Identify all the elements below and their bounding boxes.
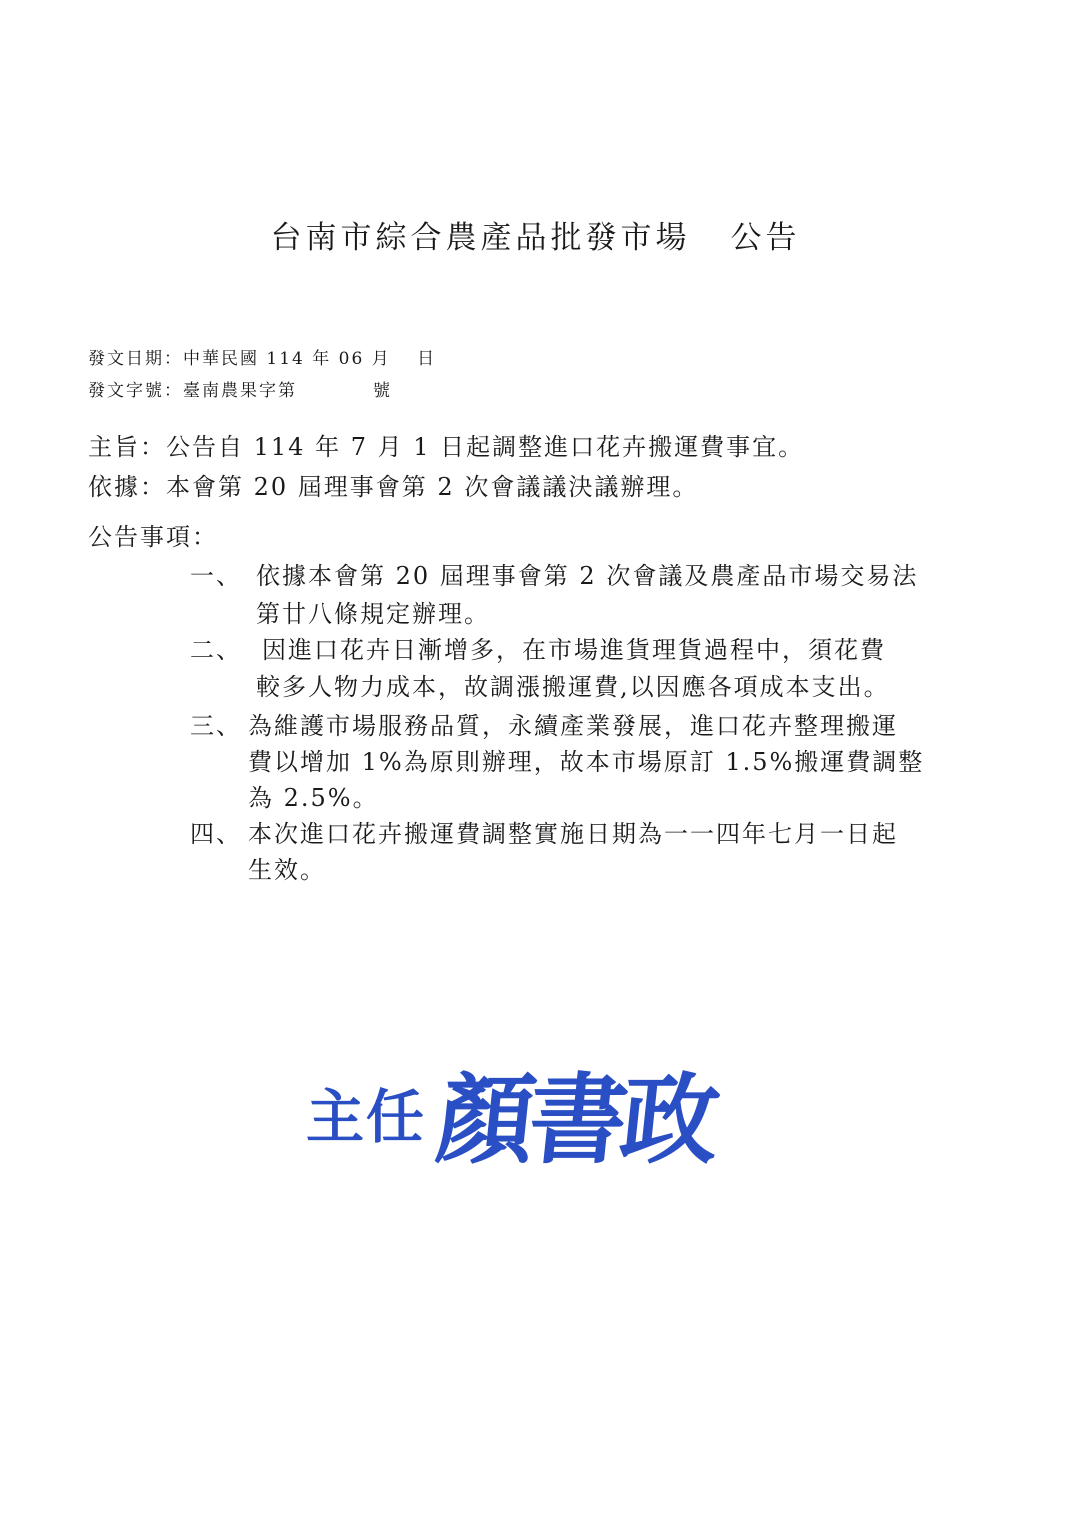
item-1-line-2: 第廿八條規定辦理。 — [256, 600, 490, 628]
item-3-line-3: 為 2.5%。 — [248, 784, 379, 812]
subject-text: 公告自 114 年 7 月 1 日起調整進口花卉搬運費事宜。 — [166, 433, 805, 461]
document-title — [0, 212, 1071, 257]
subject-line — [88, 427, 804, 462]
item-2-label: 二、 — [190, 636, 242, 664]
basis-line — [88, 467, 698, 502]
basis-text: 本會第 20 屆理事會第 2 次會議議決議辦理。 — [166, 473, 699, 501]
item-2-line-1: 因進口花卉日漸增多，在市場進貨理貨過程中，須花費 — [262, 636, 886, 664]
reference-number-label: 發文字號： — [88, 381, 183, 401]
director-signature-stamp — [300, 1040, 760, 1180]
issue-date-label: 發文日期： — [88, 349, 183, 369]
reference-number-value: 臺南農果字第 號 — [183, 381, 392, 401]
director-title: 主任 — [306, 1083, 427, 1151]
notice-heading: 公告事項： — [88, 523, 218, 551]
item-4-label: 四、 — [190, 820, 242, 848]
subject-label: 主旨： — [88, 433, 166, 461]
director-name: 顏書政 — [431, 1063, 720, 1178]
item-1-label: 一、 — [190, 562, 242, 590]
organization-name: 台南市綜合農產品批發市場 — [270, 220, 691, 256]
issue-date-value: 中華民國 114 年 06 月 日 — [183, 349, 437, 369]
item-1-line-1: 依據本會第 20 屆理事會第 2 次會議及農產品市場交易法 — [256, 562, 919, 590]
document-type: 公告 — [730, 220, 801, 256]
issue-date — [88, 344, 436, 369]
item-3-label: 三、 — [190, 712, 242, 740]
item-3-line-2: 費以增加 1%為原則辦理，故本市場原訂 1.5%搬運費調整 — [248, 748, 925, 776]
item-2-line-2: 較多人物力成本，故調漲搬運費,以因應各項成本支出。 — [256, 673, 890, 701]
reference-number — [88, 376, 392, 401]
basis-label: 依據： — [88, 473, 166, 501]
item-4-line-1: 本次進口花卉搬運費調整實施日期為一一四年七月一日起 — [248, 820, 898, 848]
item-4-line-2: 生效。 — [248, 856, 326, 884]
item-3-line-1: 為維護市場服務品質，永續產業發展，進口花卉整理搬運 — [248, 712, 898, 740]
